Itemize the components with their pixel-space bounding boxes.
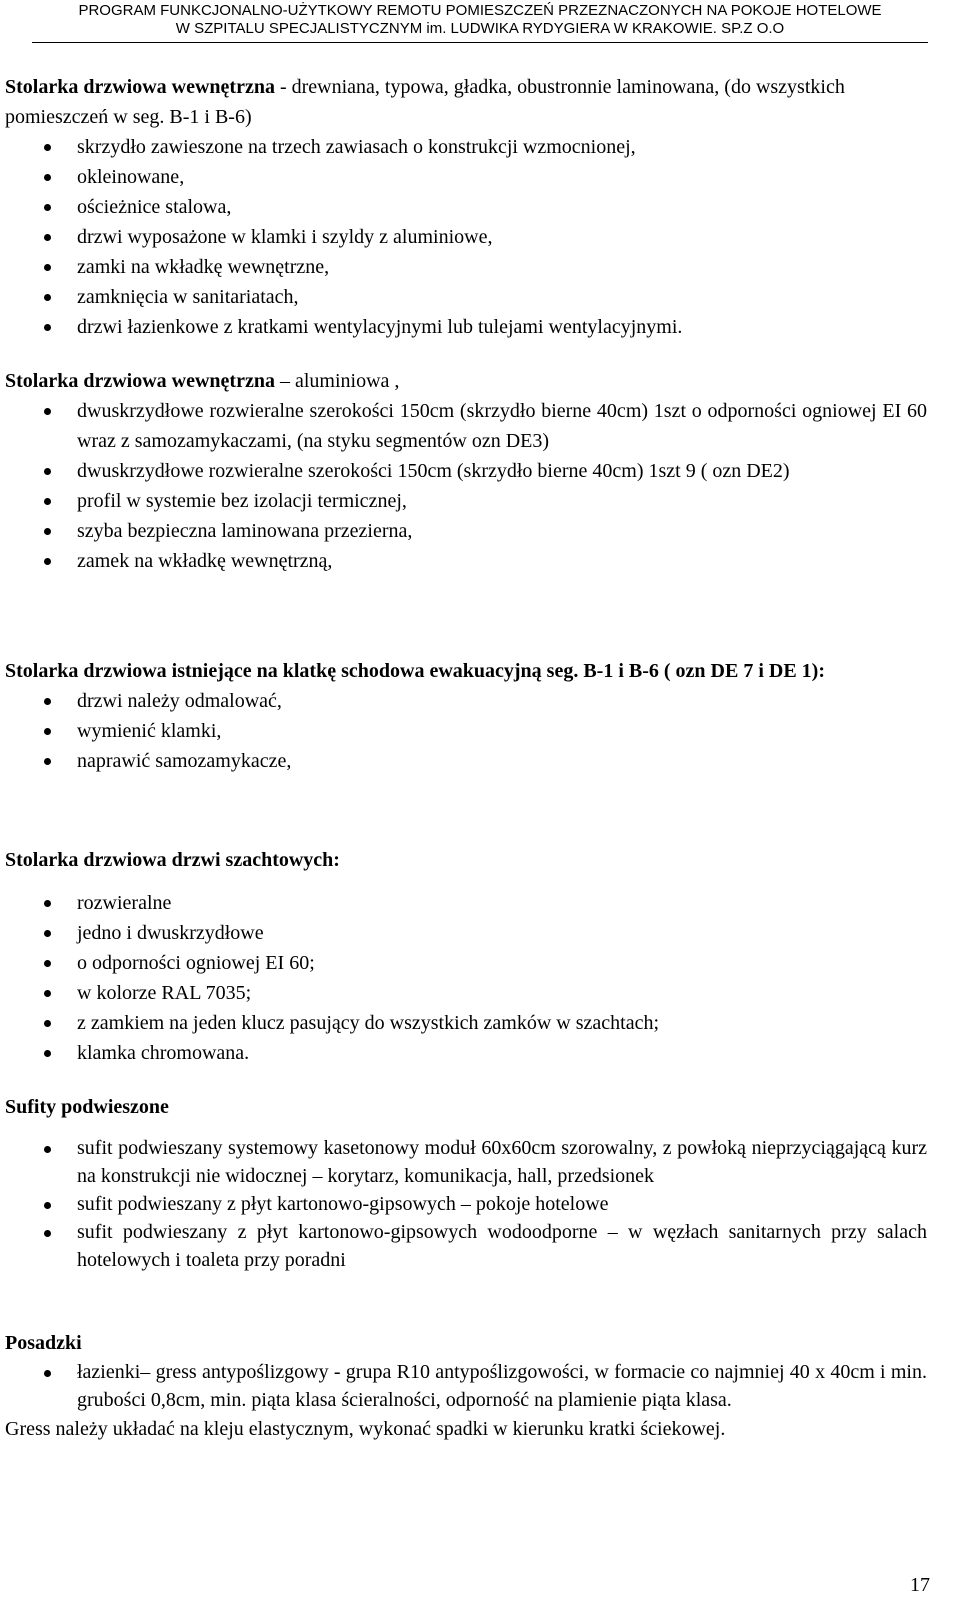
list-item: drzwi łazienkowe z kratkami wentylacyjnymi lub tulejami wentylacyjnymi. [5,312,927,342]
list-item: klamka chromowana. [5,1038,927,1068]
section-title: Sufity podwieszone [5,1096,169,1118]
section-title: Stolarka drzwiowa wewnętrzna [5,76,275,98]
list-item: zamek na wkładkę wewnętrzną, [5,546,927,576]
section-shaft-doors [5,845,927,1068]
bullet-list [5,888,927,1068]
list-item: profil w systemie bez izolacji termicznej, [5,486,927,516]
page-header [0,2,960,38]
header-rule [32,42,928,43]
section-title: Stolarka drzwiowa drzwi szachtowych: [5,849,340,871]
list-item: sufit podwieszany systemowy kasetonowy moduł 60x60cm szorowalny, z powłoką nieprzyciągającą kurz na konstrukcji nie widocznej – korytarz, komunikacja, hall, przedsionek [5,1134,927,1190]
bullet-list [5,396,927,576]
list-item: jedno i dwuskrzydłowe [5,918,927,948]
section-evacuation-doors [5,656,927,776]
section-note: Gress należy układać na kleju elastycznym, wykonać spadki w kierunku kratki ściekowej. [5,1418,726,1440]
list-item: wymienić klamki, [5,716,927,746]
bullet-list [5,1134,927,1274]
bullet-list [5,686,927,776]
section-intro [5,845,927,875]
list-item: skrzydło zawieszone na trzech zawiasach o konstrukcji wzmocnionej, [5,132,927,162]
list-item: zamknięcia w sanitariatach, [5,282,927,312]
page-number: 17 [910,1574,930,1596]
list-item: szyba bezpieczna laminowana przezierna, [5,516,927,546]
section-title: Stolarka drzwiowa istniejące na klatkę schodowa ewakuacyjną seg. B-1 i B-6 ( ozn DE 7 i DE 1): [5,660,825,682]
list-item: w kolorze RAL 7035; [5,978,927,1008]
bullet-list [5,132,927,342]
section-intro [5,656,927,686]
list-item: rozwieralne [5,888,927,918]
bullet-list [5,1358,927,1414]
list-item: dwuskrzydłowe rozwieralne szerokości 150cm (skrzydło bierne 40cm) 1szt o odporności ogniowej EI 60 wraz z samozamykaczami, (na styku segmentów ozn DE3) [5,396,927,456]
section-suspended-ceilings [5,1092,927,1274]
list-item: sufit podwieszany z płyt kartonowo-gipsowych wodoodporne – w węzłach sanitarnych przy salach hotelowych i toaleta przy poradni [5,1218,927,1274]
section-title: Posadzki [5,1332,82,1354]
list-item: sufit podwieszany z płyt kartonowo-gipsowych – pokoje hotelowe [5,1190,927,1218]
list-item: naprawić samozamykacze, [5,746,927,776]
list-item: o odporności ogniowej EI 60; [5,948,927,978]
section-title: Stolarka drzwiowa wewnętrzna [5,370,275,392]
section-aluminium-doors [5,366,927,576]
list-item: łazienki– gress antypoślizgowy - grupa R10 antypoślizgowości, w formacie co najmniej 40 x 40cm i min. grubości 0,8cm, min. piąta klasa ścieralności, odporność na plamienie piąta klasa. [5,1358,927,1414]
section-desc: – aluminiowa , [274,370,400,392]
list-item: zamki na wkładkę wewnętrzne, [5,252,927,282]
section-intro [5,1328,927,1358]
section-floors [5,1328,927,1444]
header-line-1: PROGRAM FUNKCJONALNO-UŻYTKOWY REMOTU POMIESZCZEŃ PRZEZNACZONYCH NA POKOJE HOTELOWE [78,2,882,19]
header-line-2: W SZPITALU SPECJALISTYCZNYM im. LUDWIKA RYDYGIERA W KRAKOWIE. SP.Z O.O [175,20,785,37]
section-desc: - drewniana, typowa, gładka, obustronnie laminowana, (do wszystkich pomieszczeń w seg. B-1 i B-6) [5,76,845,128]
list-item: okleinowane, [5,162,927,192]
list-item: ościeżnice stalowa, [5,192,927,222]
section-intro [5,366,927,396]
section-wooden-doors [5,72,927,342]
list-item: drzwi należy odmalować, [5,686,927,716]
list-item: dwuskrzydłowe rozwieralne szerokości 150cm (skrzydło bierne 40cm) 1szt 9 ( ozn DE2) [5,456,927,486]
section-intro [5,1092,927,1122]
section-intro [5,72,927,132]
list-item: z zamkiem na jeden klucz pasujący do wszystkich zamków w szachtach; [5,1008,927,1038]
list-item: drzwi wyposażone w klamki i szyldy z aluminiowe, [5,222,927,252]
